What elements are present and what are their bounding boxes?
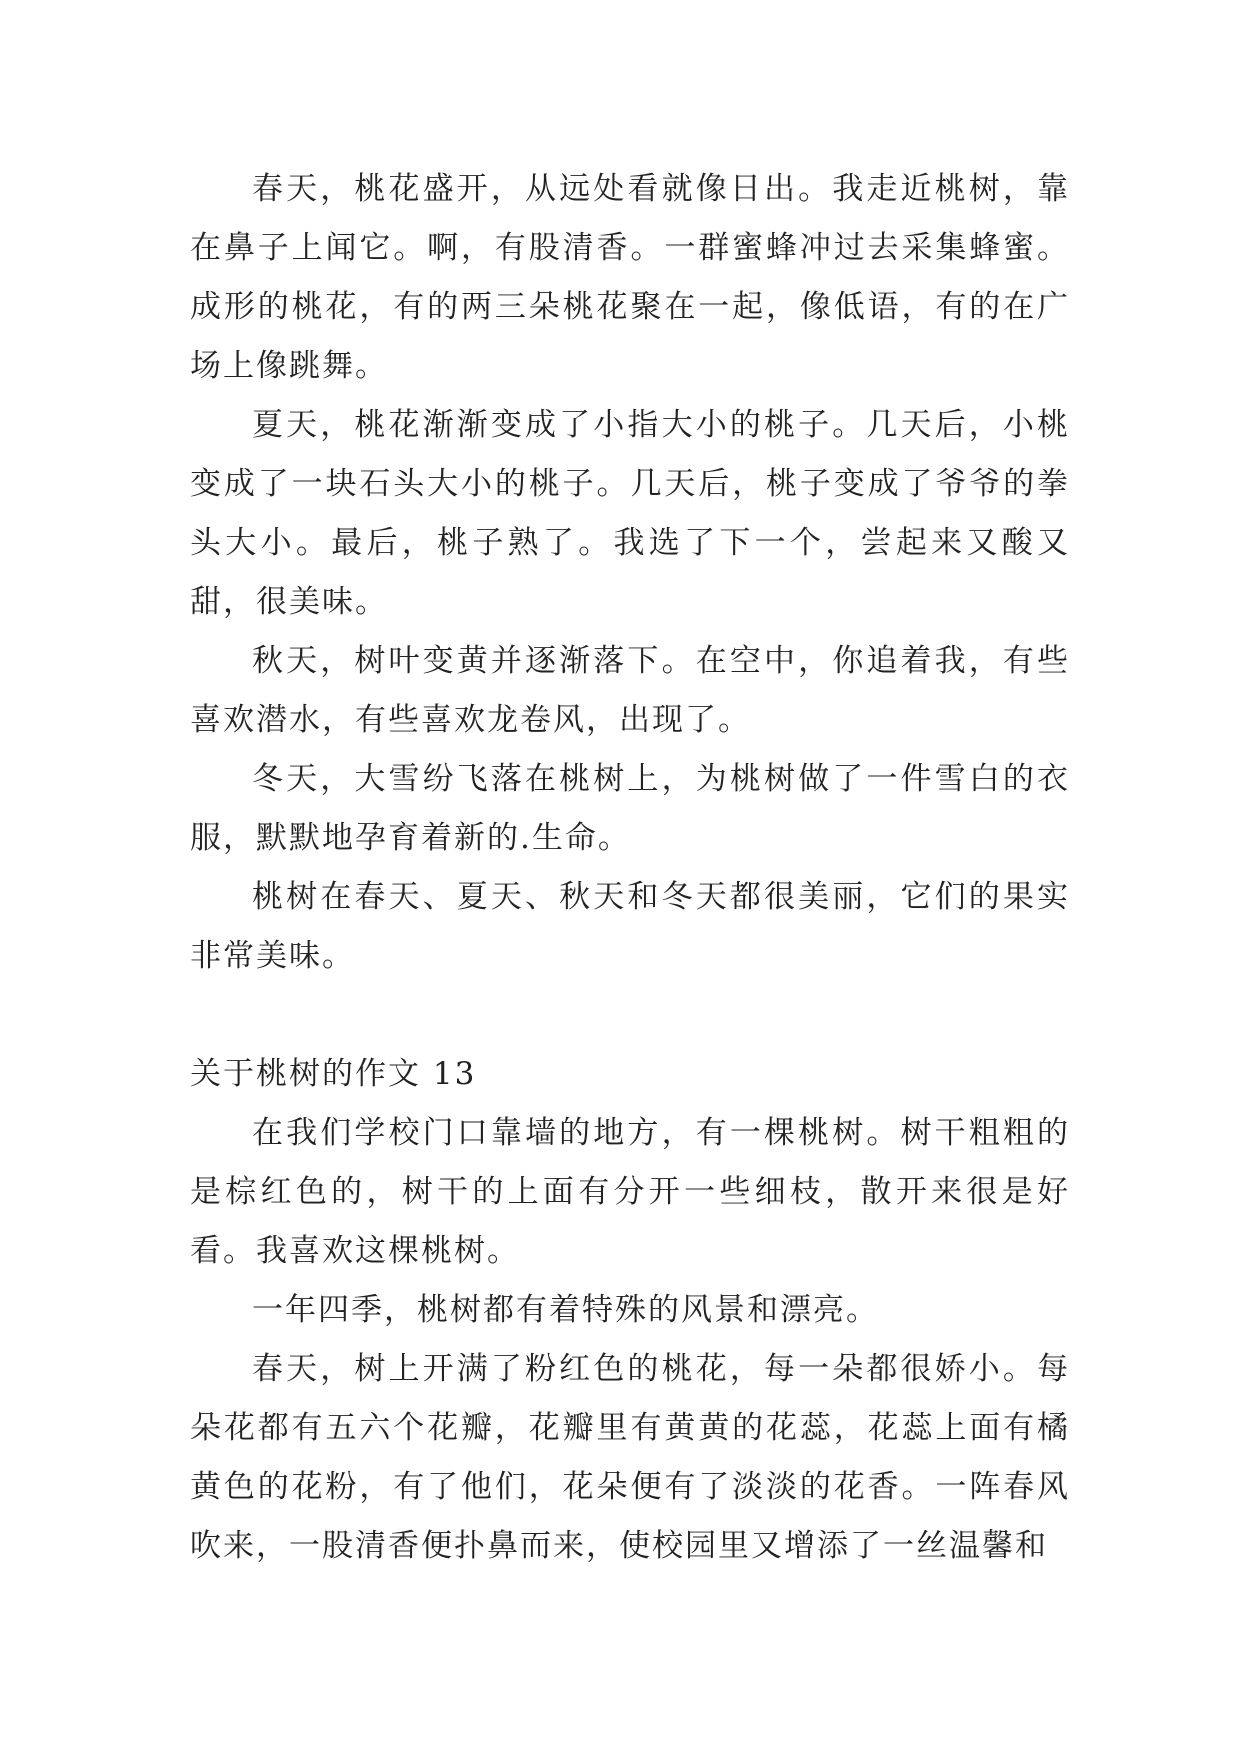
paragraph-conclusion: 桃树在春天、夏天、秋天和冬天都很美丽，它们的果实非常美味。 (190, 879, 1070, 974)
paragraph-intro: 在我们学校门口靠墙的地方，有一棵桃树。树干粗粗的是棕红色的，树干的上面有分开一些细枝，散开来很是好看。我喜欢这棵桃树。 (190, 1115, 1070, 1269)
paragraph-seasons: 一年四季，桃树都有着特殊的风景和漂亮。 (252, 1292, 879, 1328)
paragraph-summer: 夏天，桃花渐渐变成了小指大小的桃子。几天后，小桃变成了一块石头大小的桃子。几天后，桃子变成了爷爷的拳头大小。最后，桃子熟了。我选了下一个，尝起来又酸又甜，很美味。 (190, 407, 1070, 620)
paragraph-spring: 春天，桃花盛开，从远处看就像日出。我走近桃树，靠在鼻子上闻它。啊，有股清香。一群蜜蜂冲过去采集蜂蜜。成形的桃花，有的两三朵桃花聚在一起，像低语，有的在广场上像跳舞。 (190, 171, 1070, 384)
paragraph-spring-blossoms: 春天，树上开满了粉红色的桃花，每一朵都很娇小。每朵花都有五六个花瓣，花瓣里有黄黄的花蕊，花蕊上面有橘黄色的花粉，有了他们，花朵便有了淡淡的花香。一阵春风吹来，一股清香便扑鼻而来，使校园里又增添了一丝温馨和 (190, 1351, 1070, 1564)
essay-heading: 关于桃树的作文 13 (190, 1056, 477, 1092)
paragraph-autumn: 秋天，树叶变黄并逐渐落下。在空中，你追着我，有些喜欢潜水，有些喜欢龙卷风，出现了。 (190, 643, 1070, 738)
document-page (190, 160, 1070, 1576)
paragraph-winter: 冬天，大雪纷飞落在桃树上，为桃树做了一件雪白的衣服，默默地孕育着新的.生命。 (190, 761, 1070, 856)
